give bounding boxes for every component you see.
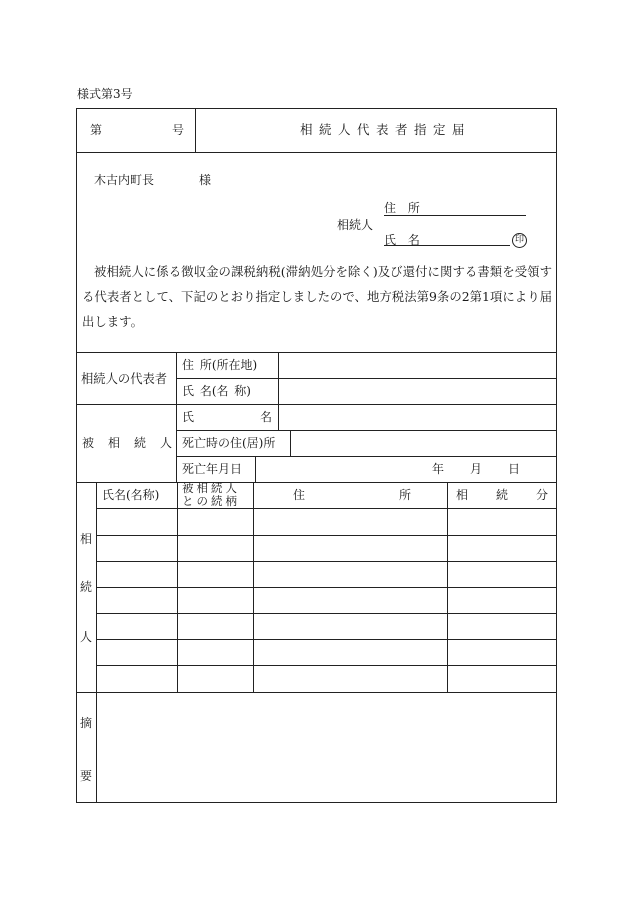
applicant-address-label: 住 所 bbox=[384, 201, 420, 215]
addressee-name: 木古内町長 bbox=[94, 173, 155, 187]
representative-section-label: 相続人の代表者 bbox=[81, 372, 168, 386]
date-month: 月 bbox=[470, 462, 483, 476]
representative-address-label: 住 所(所在地) bbox=[182, 358, 258, 372]
number-suffix: 号 bbox=[172, 123, 185, 137]
date-day: 日 bbox=[508, 462, 521, 476]
remarks-char-1: 摘 bbox=[80, 716, 93, 730]
heirs-entry-area[interactable] bbox=[97, 509, 556, 691]
applicant-name-label: 氏 名 bbox=[384, 233, 420, 247]
form-number: 様式第3号 bbox=[77, 87, 133, 101]
deceased-section-label: 被 相 続 人 bbox=[82, 436, 172, 450]
heirs-section-char-2: 続 bbox=[80, 580, 93, 594]
deceased-date-label: 死亡年月日 bbox=[182, 462, 243, 476]
representative-name-label: 氏 名(名 称) bbox=[182, 384, 251, 398]
number-prefix: 第 bbox=[90, 123, 103, 137]
col-share: 相 続 分 bbox=[456, 488, 548, 502]
col-relation-line2: との続柄 bbox=[182, 494, 240, 508]
deceased-name-label: 氏 名 bbox=[182, 410, 272, 424]
heirs-section-char-1: 相 bbox=[80, 532, 93, 546]
body-text: 被相続人に係る徴収金の課税納税(滞納処分を除く)及び還付に関する書類を受領する代表者として、下記のとおり指定しましたので、地方税法第9条の2第1項により届出します。 bbox=[82, 264, 552, 329]
form-title: 相続人代表者指定届 bbox=[300, 122, 472, 137]
remarks-char-2: 要 bbox=[80, 769, 93, 783]
col-heir-name: 氏名(名称) bbox=[102, 488, 160, 502]
addressee-honorific: 様 bbox=[199, 173, 212, 187]
remarks-field[interactable] bbox=[97, 693, 556, 802]
deceased-address-label: 死亡時の住(居)所 bbox=[182, 436, 276, 450]
col-address-char-2: 所 bbox=[399, 488, 412, 502]
heirs-section-char-3: 人 bbox=[80, 630, 93, 644]
date-year: 年 bbox=[432, 462, 445, 476]
applicant-label: 相続人 bbox=[337, 218, 374, 232]
col-relation-line1: 被相続人 bbox=[182, 481, 240, 495]
seal-icon: 印 bbox=[512, 233, 527, 248]
col-address-char-1: 住 bbox=[293, 488, 306, 502]
